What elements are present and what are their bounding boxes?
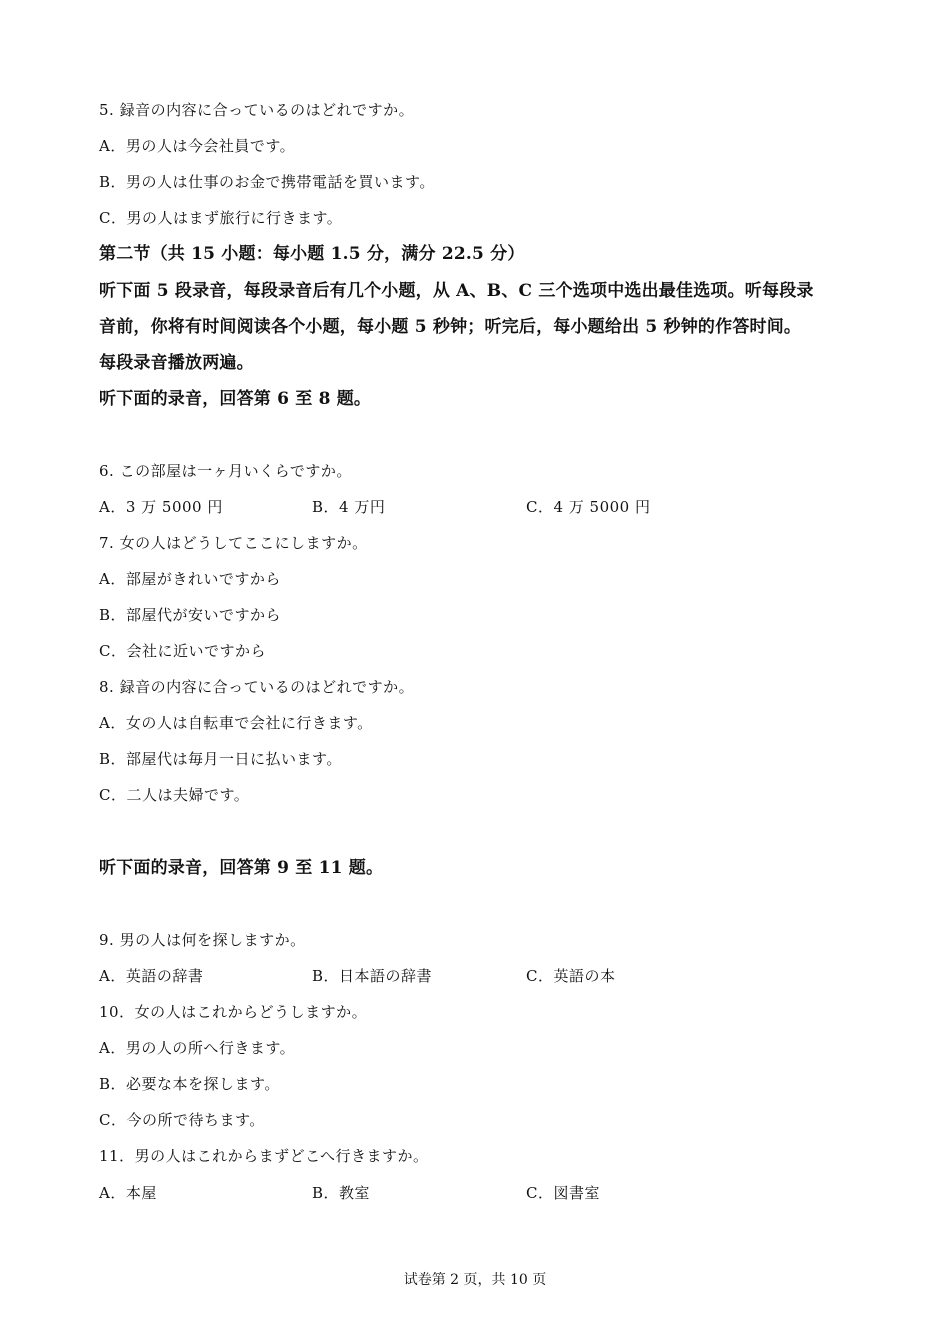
q9-option-b: B．日本語の辞書 — [312, 967, 433, 985]
question-11: 11．男の人はこれからまずどこへ行きますか。 — [99, 1147, 429, 1165]
question-9: 9. 男の人は何を探しますか。 — [99, 931, 306, 949]
section-instructions-2: 音前，你将有时间阅读各个小题，每小题 5 秒钟；听完后，每小题给出 5 秒钟的作答时间。 — [99, 317, 802, 337]
section-heading: 第二节（共 15 小题：每小题 1.5 分，满分 22.5 分） — [99, 244, 525, 264]
q11-option-c: C．図書室 — [526, 1184, 600, 1202]
q10-option-c: C．今の所で待ちます。 — [99, 1111, 265, 1129]
question-7: 7. 女の人はどうしてここにしますか。 — [99, 534, 368, 552]
q7-option-c: C．会社に近いですから — [99, 642, 266, 660]
q10-option-a: A．男の人の所へ行きます。 — [99, 1039, 296, 1057]
q7-option-a: A．部屋がきれいですから — [99, 570, 281, 588]
question-6: 6. この部屋は一ヶ月いくらですか。 — [99, 462, 352, 480]
question-8: 8. 録音の内容に合っているのはどれですか。 — [99, 678, 415, 696]
q8-option-b: B．部屋代は毎月一日に払います。 — [99, 750, 342, 768]
group1-heading: 听下面的录音，回答第 6 至 8 题。 — [99, 389, 372, 409]
question-10: 10．女の人はこれからどうしますか。 — [99, 1003, 368, 1021]
q11-option-b: B．教室 — [312, 1184, 371, 1202]
page-footer: 试卷第 2 页，共 10 页 — [403, 1272, 547, 1288]
q5-option-b: B．男の人は仕事のお金で携帯電話を買います。 — [99, 173, 435, 191]
q6-option-c: C．4 万 5000 円 — [526, 498, 651, 516]
q5-option-a: A．男の人は今会社員です。 — [99, 137, 296, 155]
q8-option-c: C．二人は夫婦です。 — [99, 786, 250, 804]
q5-option-c: C．男の人はまず旅行に行きます。 — [99, 209, 343, 227]
q11-option-a: A．本屋 — [99, 1184, 157, 1202]
q8-option-a: A．女の人は自転車で会社に行きます。 — [99, 714, 373, 732]
question-5: 5. 録音の内容に合っているのはどれですか。 — [99, 101, 415, 119]
section-instructions-1: 听下面 5 段录音，每段录音后有几个小题，从 A、B、C 三个选项中选出最佳选项。听每段录 — [99, 281, 814, 301]
q6-option-a: A．3 万 5000 円 — [99, 498, 223, 516]
section-instructions-3: 每段录音播放两遍。 — [99, 353, 254, 373]
group2-heading: 听下面的录音，回答第 9 至 11 题。 — [99, 858, 384, 878]
q6-option-b: B．4 万円 — [312, 498, 386, 516]
q7-option-b: B．部屋代が安いですから — [99, 606, 282, 624]
q10-option-b: B．必要な本を探します。 — [99, 1075, 280, 1093]
q9-option-a: A．英語の辞書 — [99, 967, 204, 985]
q9-option-c: C．英語の本 — [526, 967, 616, 985]
